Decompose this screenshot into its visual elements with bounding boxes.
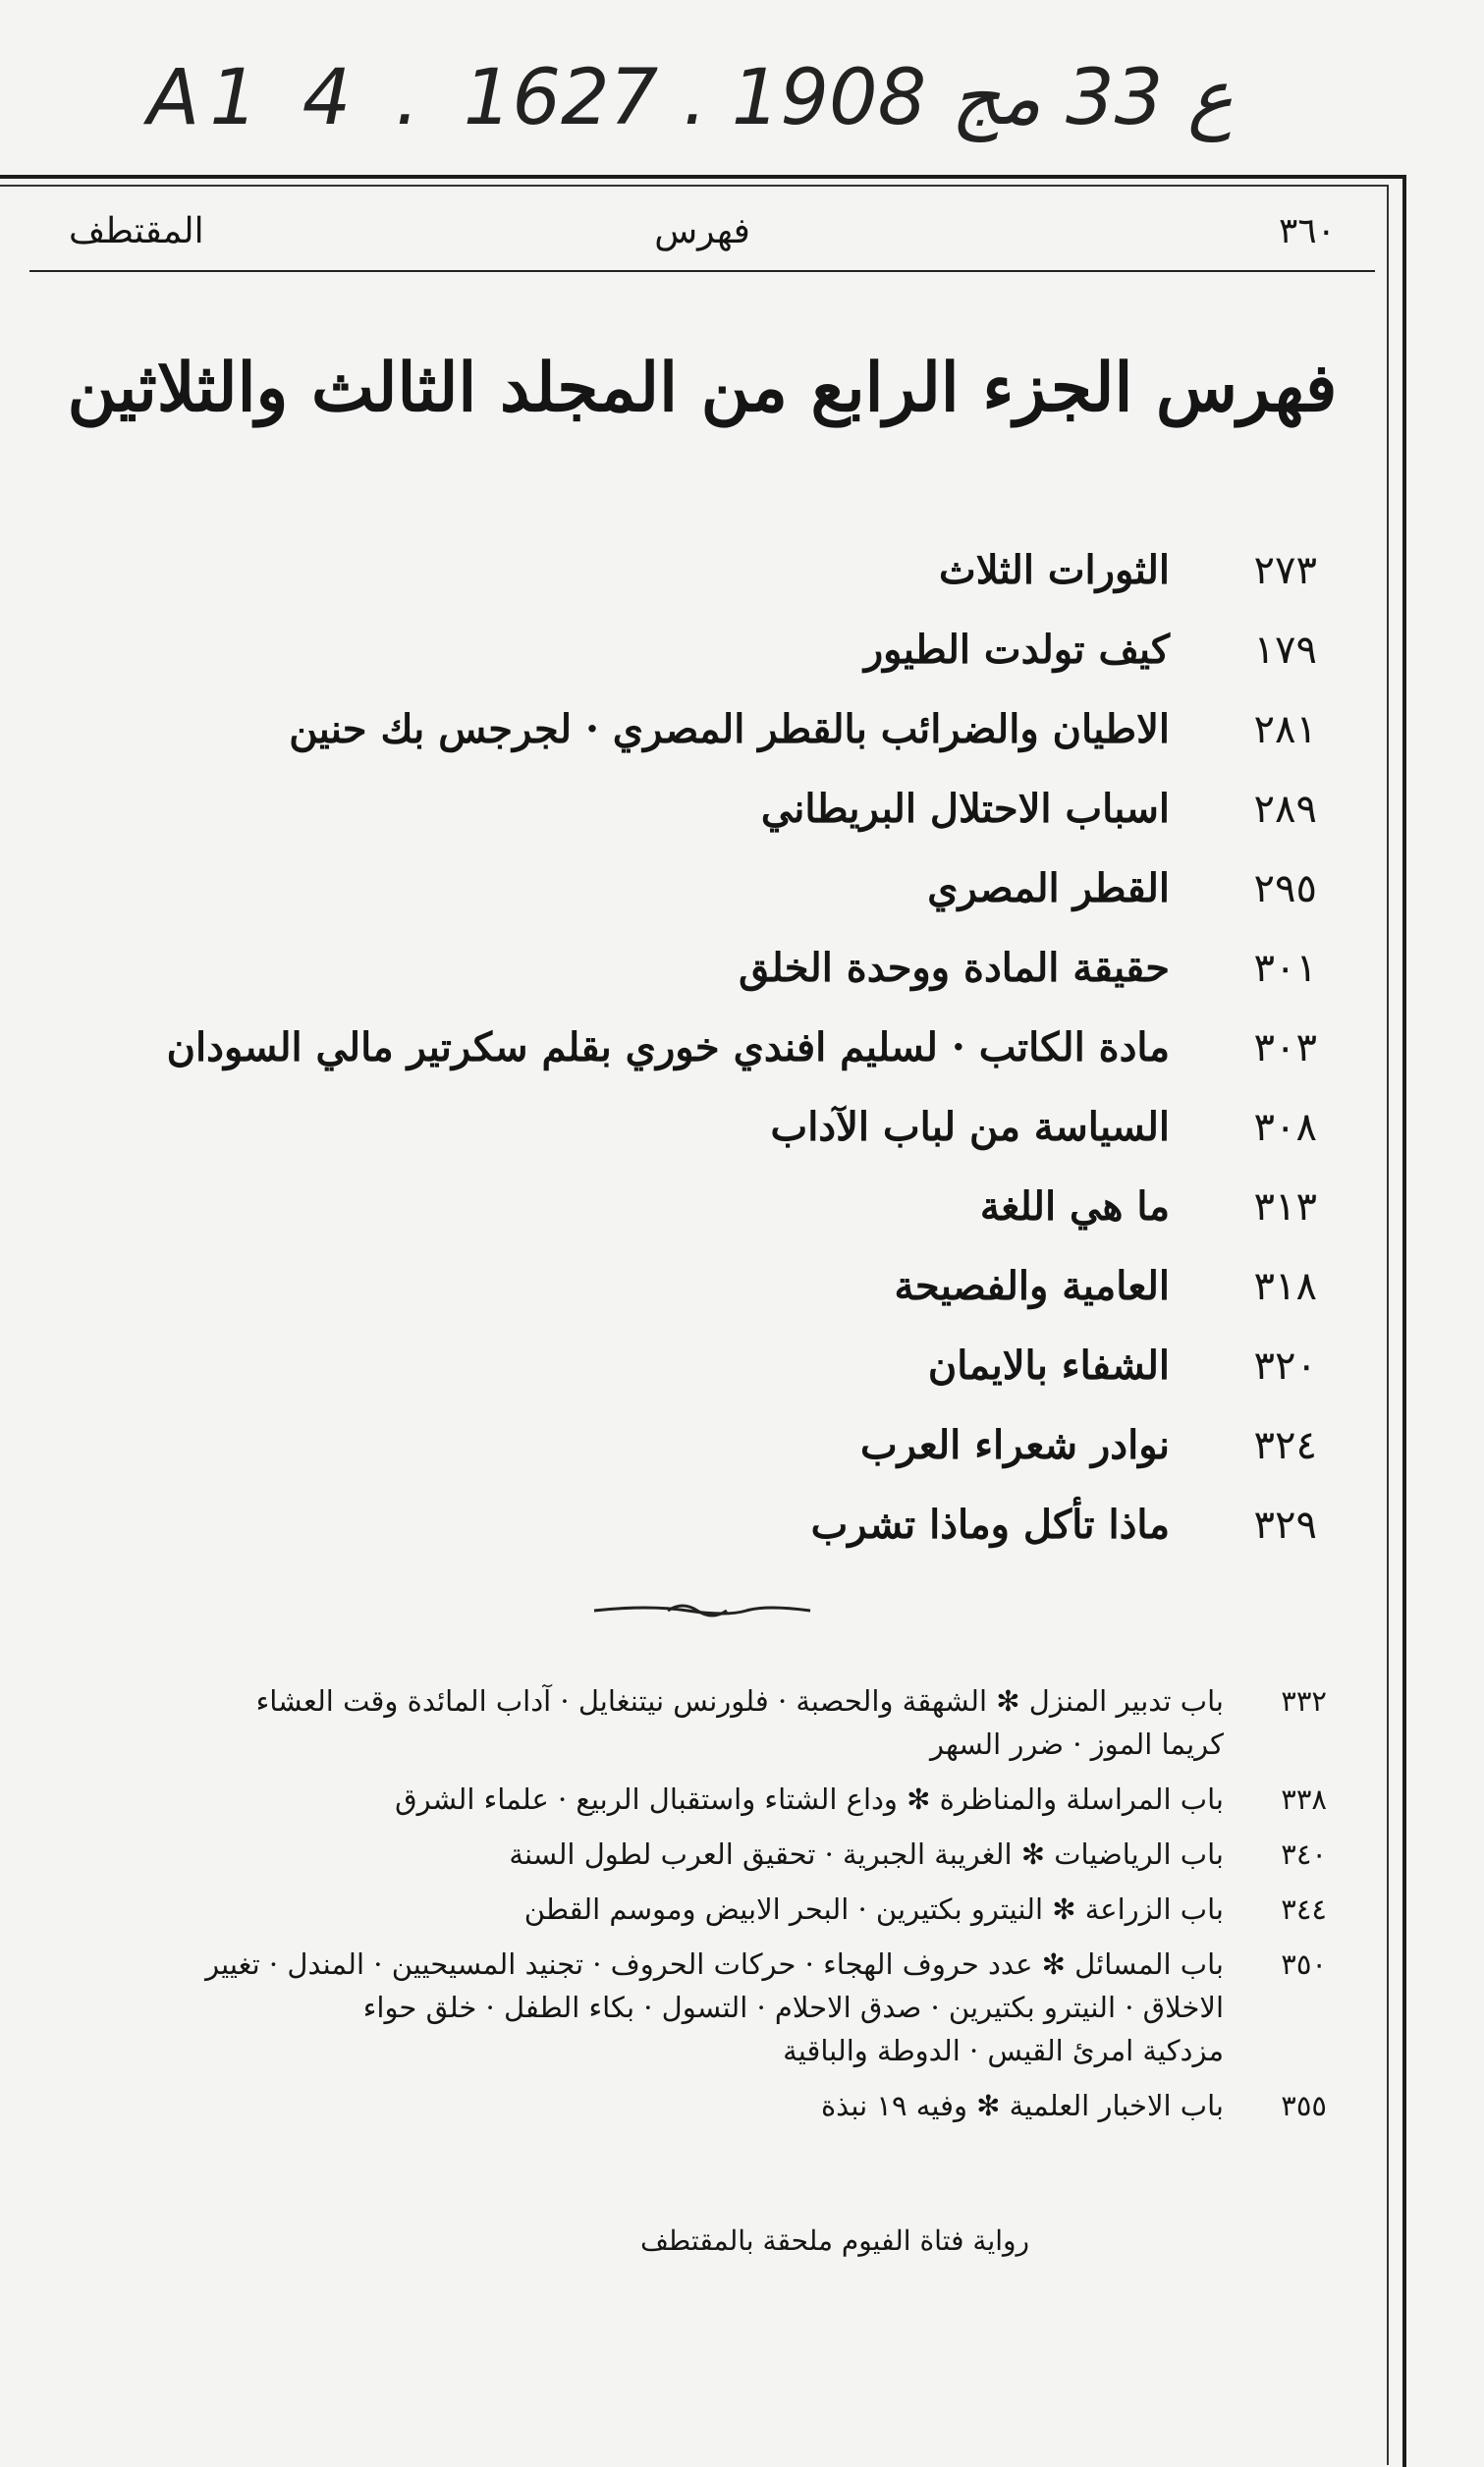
section-contents xyxy=(30,1888,1224,1931)
toc-row xyxy=(80,1246,1317,1326)
section-line: باب الرياضيات ✻ الغريبة الجبرية · تحقيق العرب لطول السنة xyxy=(509,1837,1224,1871)
journal-name: المقتطف xyxy=(69,211,204,251)
section-row xyxy=(30,1943,1327,2072)
section-page-number: ٣٥٥ xyxy=(1281,2089,1327,2122)
index-title: فهرس الجزء الرابع من المجلد الثالث والثلاثين xyxy=(67,349,1338,427)
section-page-number: ٣٣٢ xyxy=(1281,1684,1327,1718)
section-row xyxy=(30,1679,1327,1766)
header-rule xyxy=(29,270,1375,272)
section-page-number: ٣٤٤ xyxy=(1281,1892,1327,1926)
section-page-number: ٣٤٠ xyxy=(1281,1837,1327,1871)
section-contents xyxy=(30,1778,1224,1821)
toc-row xyxy=(80,769,1317,849)
toc-row xyxy=(80,1167,1317,1246)
toc-row xyxy=(80,1405,1317,1485)
running-head-title: فهرس xyxy=(654,211,750,251)
section-line: مزدكية امرئ القيس · الدوطة والباقية xyxy=(783,2034,1224,2067)
toc-row xyxy=(80,1326,1317,1405)
toc-article-title: الثورات الثلاث xyxy=(939,547,1170,593)
toc-row xyxy=(80,530,1317,610)
section-line: الاخلاق · النيترو بكتيرين · صدق الاحلام · التسول · بكاء الطفل · خلق حواء xyxy=(362,1991,1224,2024)
section-page-number: ٣٥٠ xyxy=(1281,1947,1327,1981)
section-line: باب تدبير المنزل ✻ الشهقة والحصبة · فلورنس نيتنغايل · آداب المائدة وقت العشاء xyxy=(255,1684,1224,1718)
toc-page-number: ١٧٩ xyxy=(1253,627,1317,673)
toc-article-title: حقيقة المادة ووحدة الخلق xyxy=(739,945,1170,991)
toc-page-number: ٢٩٥ xyxy=(1253,865,1317,911)
section-page-number: ٣٣٨ xyxy=(1281,1782,1327,1816)
toc-article-title: كيف تولدت الطيور xyxy=(863,627,1170,673)
ornament-divider xyxy=(589,1601,815,1620)
toc-row xyxy=(80,849,1317,928)
handwritten-shelfmark: A1 4 . ع 33 مج 1908 . 1627 xyxy=(147,54,1234,142)
section-row xyxy=(30,2084,1327,2127)
toc-page-number: ٣١٣ xyxy=(1253,1183,1317,1230)
toc-article-title: اسباب الاحتلال البريطاني xyxy=(760,786,1170,832)
toc-page-number: ٢٨١ xyxy=(1253,706,1317,752)
sections-list xyxy=(30,1679,1327,2139)
toc-page-number: ٣٢٠ xyxy=(1253,1343,1317,1389)
articles-list xyxy=(80,530,1317,1564)
toc-row xyxy=(80,1087,1317,1167)
toc-article-title: الاطيان والضرائب بالقطر المصري · لجرجس بك حنين xyxy=(289,706,1170,752)
toc-page-number: ٣١٨ xyxy=(1253,1263,1317,1309)
toc-page-number: ٣٠١ xyxy=(1253,945,1317,991)
toc-article-title: العامية والفصيحة xyxy=(894,1263,1170,1309)
section-row xyxy=(30,1888,1327,1931)
toc-page-number: ٢٨٩ xyxy=(1253,786,1317,832)
section-line: باب المراسلة والمناظرة ✻ وداع الشتاء واستقبال الربيع · علماء الشرق xyxy=(395,1782,1224,1816)
toc-row xyxy=(80,610,1317,689)
toc-page-number: ٢٧٣ xyxy=(1253,547,1317,593)
toc-row xyxy=(80,689,1317,769)
toc-row xyxy=(80,928,1317,1008)
section-line: كريما الموز · ضرر السهر xyxy=(930,1727,1224,1761)
toc-article-title: نوادر شعراء العرب xyxy=(859,1422,1170,1468)
toc-article-title: ماذا تأكل وماذا تشرب xyxy=(810,1502,1170,1548)
toc-row xyxy=(80,1485,1317,1564)
toc-page-number: ٣٠٣ xyxy=(1253,1024,1317,1070)
section-contents xyxy=(30,1943,1224,2072)
running-head xyxy=(29,201,1375,260)
section-contents xyxy=(30,1833,1224,1876)
section-contents xyxy=(30,2084,1224,2127)
toc-article-title: مادة الكاتب · لسليم افندي خوري بقلم سكرتير مالي السودان xyxy=(166,1024,1170,1070)
section-line: باب الاخبار العلمية ✻ وفيه ١٩ نبذة xyxy=(820,2089,1224,2122)
toc-row xyxy=(80,1008,1317,1087)
section-row xyxy=(30,1833,1327,1876)
section-contents xyxy=(30,1679,1224,1766)
toc-article-title: القطر المصري xyxy=(927,865,1170,911)
toc-page-number: ٣٢٤ xyxy=(1253,1422,1317,1468)
toc-article-title: السياسة من لباب الآداب xyxy=(770,1104,1170,1150)
section-line: باب المسائل ✻ عدد حروف الهجاء · حركات الحروف · تجنيد المسيحيين · المندل · تغيير xyxy=(205,1947,1224,1981)
toc-page-number: ٣٠٨ xyxy=(1253,1104,1317,1150)
toc-article-title: الشفاء بالايمان xyxy=(927,1343,1170,1389)
section-line: باب الزراعة ✻ النيترو بكتيرين · البحر الابيض وموسم القطن xyxy=(523,1892,1224,1926)
toc-article-title: ما هي اللغة xyxy=(979,1183,1170,1230)
page-number: ٣٦٠ xyxy=(1278,211,1336,251)
supplement-note: رواية فتاة الفيوم ملحقة بالمقتطف xyxy=(639,2224,1030,2257)
section-row xyxy=(30,1778,1327,1821)
toc-page-number: ٣٢٩ xyxy=(1253,1502,1317,1548)
